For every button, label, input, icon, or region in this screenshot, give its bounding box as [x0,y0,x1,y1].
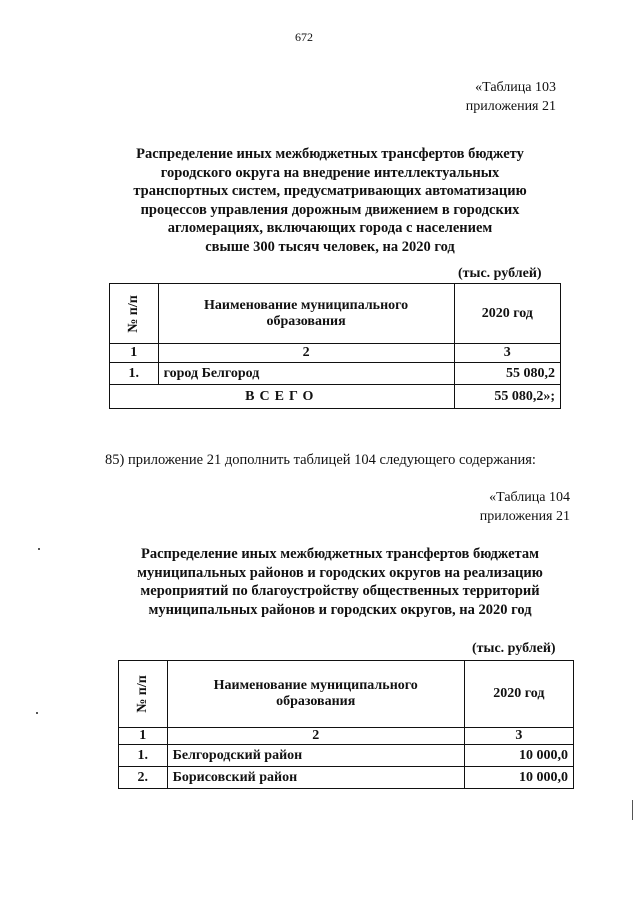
total-label: ВСЕГО [110,385,455,409]
table-row [110,363,561,385]
header-cell-name: Наименование муниципального образования [158,284,454,344]
header-cell-name: Наименование муниципального образования [167,661,464,728]
index-cell: 3 [464,728,573,745]
title-line: Распределение иных межбюджетных трансфертов бюджетам [141,546,539,562]
table104-ref-line1: «Таблица 104 [489,490,570,505]
header-cell-number [119,661,168,728]
title-line: Распределение иных межбюджетных трансфертов бюджету [136,146,524,162]
row-value: 10 000,0 [464,767,573,789]
table-header-row [119,661,574,728]
table104 [118,660,574,789]
table-index-row [119,728,574,745]
table103-units: (тыс. рублей) [458,266,542,281]
title-line: муниципальных районов и городских округов, на 2020 год [148,601,532,618]
table-row [119,767,574,789]
row-number: 1. [119,745,168,767]
index-cell: 1 [110,344,159,363]
header-cell-year: 2020 год [454,284,560,344]
total-value: 55 080,2»; [454,385,560,409]
title-line: процессов управления дорожным движением в городских [140,201,520,218]
table104-title [105,545,575,619]
title-line: городского округа на внедрение интеллектуальных [160,164,500,181]
table103-ref-line2: приложения 21 [465,99,556,114]
header-cell-number [110,284,159,344]
scan-speck [38,548,40,550]
index-cell: 1 [119,728,168,745]
table104-ref-line2: приложения 21 [479,509,570,524]
table-index-row [110,344,561,363]
title-line: агломерациях, включающих города с населением [167,220,493,236]
header-cell-year: 2020 год [464,661,573,728]
table-row [119,745,574,767]
table103-ref-line1: «Таблица 103 [475,80,556,95]
row-value: 10 000,0 [464,745,573,767]
title-line: свыше 300 тысяч человек, на 2020 год [205,238,455,255]
title-line: мероприятий по благоустройству общественных территорий [140,583,540,599]
page-number: 672 [295,30,313,44]
title-line: муниципальных районов и городских округов на реализацию [137,564,543,581]
index-cell: 2 [158,344,454,363]
row-number: 2. [119,767,168,789]
header-number-label: № п/п [134,675,150,713]
title-line: транспортных систем, предусматривающих автоматизацию [133,183,527,199]
table103-title [110,145,550,256]
scan-speck [36,712,38,714]
header-number-label: № п/п [125,294,141,333]
table103-reference [466,78,556,116]
table-header-row [110,284,561,344]
index-cell: 2 [167,728,464,745]
table104-units: (тыс. рублей) [472,641,556,656]
table-total-row [110,385,561,409]
table103 [109,283,561,409]
row-name: Белгородский район [167,745,464,767]
index-cell: 3 [454,344,560,363]
table104-reference [480,488,570,526]
scan-speck [632,800,633,820]
row-value: 55 080,2 [454,363,560,385]
row-name: Борисовский район [167,767,464,789]
instruction-text: 85) приложение 21 дополнить таблицей 104 следующего содержания: [105,452,536,468]
row-name: город Белгород [158,363,454,385]
row-number: 1. [110,363,159,385]
